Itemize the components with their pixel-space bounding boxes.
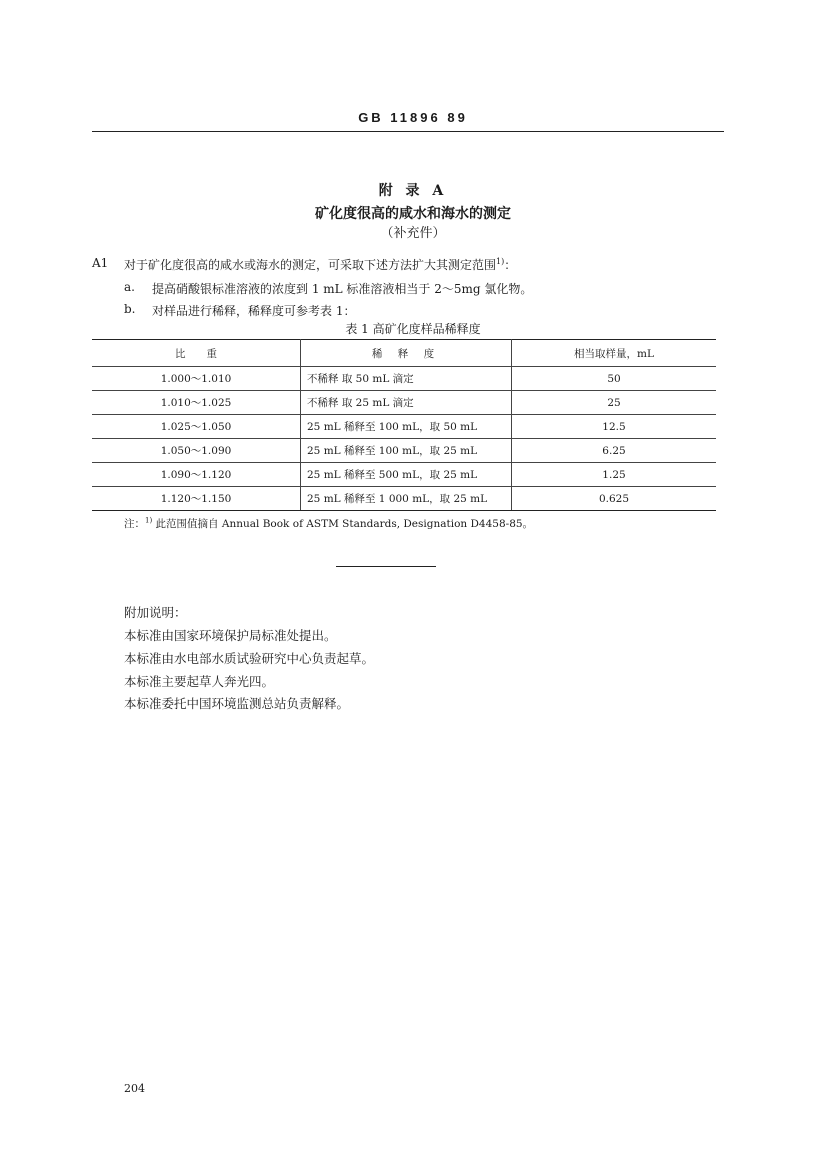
table-row — [92, 415, 716, 439]
appendix-note: （补充件） — [380, 226, 446, 241]
item-text-b: 对样品进行稀释，稀释度可参考表 1： — [152, 304, 356, 318]
dilution-table — [92, 339, 716, 511]
cell-specific-gravity: 1.000～1.010 — [92, 367, 301, 391]
table-row — [92, 439, 716, 463]
table-caption: 表 1 高矿化度样品稀释度 — [345, 322, 481, 336]
standard-code-header: GB 11896 89 — [358, 110, 468, 125]
cell-sample-volume: 0.625 — [512, 487, 717, 511]
cell-dilution: 25 mL 稀释至 100 mL，取 50 mL — [301, 415, 512, 439]
additional-note-line: 本标准主要起草人奔光四。 — [124, 674, 275, 689]
clause-end-punct: ： — [504, 258, 517, 272]
table-row — [92, 487, 716, 511]
header-rule — [92, 131, 724, 132]
cell-specific-gravity: 1.090～1.120 — [92, 463, 301, 487]
footnote-mark: 1) — [145, 516, 153, 525]
header-specific-gravity: 比 重 — [92, 340, 301, 367]
page-number: 204 — [124, 1082, 145, 1095]
additional-note-line: 本标准由水电部水质试验研究中心负责起草。 — [124, 651, 375, 666]
cell-dilution: 不稀释 取 25 mL 滴定 — [301, 391, 512, 415]
item-label-b: b. — [124, 302, 136, 316]
cell-specific-gravity: 1.025～1.050 — [92, 415, 301, 439]
footnote-text: 此范围值摘自 Annual Book of ASTM Standards, Designation D4458-85。 — [152, 518, 534, 530]
table-row — [92, 367, 716, 391]
cell-sample-volume: 50 — [512, 367, 717, 391]
item-label-a: a. — [124, 280, 135, 294]
item-text-a: 提高硝酸银标准溶液的浓度到 1 mL 标准溶液相当于 2～5mg 氯化物。 — [152, 282, 533, 296]
table-header-row — [92, 340, 716, 367]
header-dilution: 稀 释 度 — [301, 340, 512, 367]
footnote-prefix: 注： — [124, 518, 145, 530]
header-sample-volume: 相当取样量，mL — [512, 340, 717, 367]
cell-specific-gravity: 1.120～1.150 — [92, 487, 301, 511]
table-row — [92, 463, 716, 487]
cell-dilution: 不稀释 取 50 mL 滴定 — [301, 367, 512, 391]
end-rule — [336, 566, 436, 567]
cell-sample-volume: 6.25 — [512, 439, 717, 463]
table-footnote — [124, 516, 533, 531]
additional-note-line: 本标准由国家环境保护局标准处提出。 — [124, 628, 337, 643]
footnote-ref: 1) — [496, 257, 505, 266]
appendix-subtitle: 矿化度很高的咸水和海水的测定 — [315, 206, 511, 222]
cell-sample-volume: 1.25 — [512, 463, 717, 487]
clause-text — [124, 256, 516, 273]
cell-specific-gravity: 1.050～1.090 — [92, 439, 301, 463]
clause-body: 对于矿化度很高的咸水或海水的测定，可采取下述方法扩大其测定范围 — [124, 258, 497, 272]
additional-note-line: 本标准委托中国环境监测总站负责解释。 — [124, 696, 350, 711]
additional-notes-title: 附加说明： — [124, 605, 187, 620]
clause-label: A1 — [92, 256, 109, 270]
cell-dilution: 25 mL 稀释至 500 mL，取 25 mL — [301, 463, 512, 487]
cell-dilution: 25 mL 稀释至 1 000 mL，取 25 mL — [301, 487, 512, 511]
table-row — [92, 391, 716, 415]
appendix-title: 附 录 A — [378, 183, 448, 199]
cell-sample-volume: 25 — [512, 391, 717, 415]
cell-specific-gravity: 1.010～1.025 — [92, 391, 301, 415]
cell-sample-volume: 12.5 — [512, 415, 717, 439]
cell-dilution: 25 mL 稀释至 100 mL，取 25 mL — [301, 439, 512, 463]
